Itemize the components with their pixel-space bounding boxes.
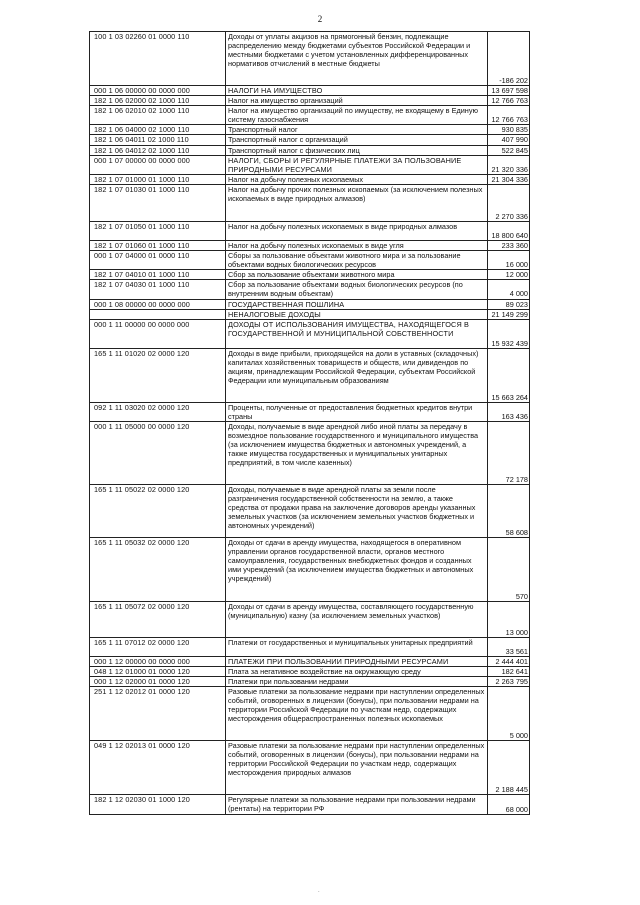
amount-cell: 182 641	[488, 666, 530, 676]
amount-cell: 21 149 299	[488, 309, 530, 319]
revenue-name-cell: Транспортный налог	[226, 125, 488, 135]
revenue-name-cell: Разовые платежи за пользование недрами при наступлении определенных событий, оговоренных в лицензии (бонусы), при пользовании недрами на территории Российской Федерации по участкам недр, содержащих месторождения природных алмазов	[226, 741, 488, 795]
revenue-name-cell: ДОХОДЫ ОТ ИСПОЛЬЗОВАНИЯ ИМУЩЕСТВА, НАХОДЯЩЕГОСЯ В ГОСУДАРСТВЕННОЙ И МУНИЦИПАЛЬНОЙ СОБСТВЕННОСТИ	[226, 319, 488, 348]
revenue-name-cell: НАЛОГИ НА ИМУЩЕСТВО	[226, 86, 488, 96]
table-row	[90, 687, 530, 741]
table-row	[90, 106, 530, 125]
revenue-name-cell: НЕНАЛОГОВЫЕ ДОХОДЫ	[226, 309, 488, 319]
table-row	[90, 251, 530, 270]
table-row	[90, 184, 530, 221]
amount-cell: 15 663 264	[488, 348, 530, 402]
table-row	[90, 86, 530, 96]
amount-cell: 33 561	[488, 637, 530, 656]
revenue-name-cell: Налог на добычу полезных ископаемых	[226, 174, 488, 184]
table-row	[90, 484, 530, 537]
budget-code-cell: 165 1 11 05032 02 0000 120	[90, 537, 226, 601]
revenue-name-cell: Платежи при пользовании недрами	[226, 677, 488, 687]
revenue-name-cell: Проценты, полученные от предоставления бюджетных кредитов внутри страны	[226, 402, 488, 421]
amount-cell: 16 000	[488, 251, 530, 270]
table-row	[90, 280, 530, 299]
budget-code-cell: 182 1 07 04030 01 1000 110	[90, 280, 226, 299]
amount-cell: 58 608	[488, 484, 530, 537]
budget-code-cell: 000 1 12 02000 01 0000 120	[90, 677, 226, 687]
table-row	[90, 96, 530, 106]
budget-code-cell: 000 1 11 00000 00 0000 000	[90, 319, 226, 348]
budget-code-cell: 182 1 06 04012 02 1000 110	[90, 145, 226, 155]
budget-code-cell: 049 1 12 02013 01 0000 120	[90, 741, 226, 795]
budget-revenue-table	[89, 31, 530, 815]
amount-cell: 89 023	[488, 299, 530, 309]
amount-cell: 570	[488, 537, 530, 601]
amount-cell: 2 263 795	[488, 677, 530, 687]
table-row	[90, 240, 530, 250]
budget-code-cell: 092 1 11 03020 02 0000 120	[90, 402, 226, 421]
amount-cell: 21 304 336	[488, 174, 530, 184]
budget-code-cell: 000 1 07 00000 00 0000 000	[90, 155, 226, 174]
budget-code-cell: 000 1 11 05000 00 0000 120	[90, 421, 226, 484]
table-row	[90, 309, 530, 319]
amount-cell: 930 835	[488, 125, 530, 135]
table-row	[90, 795, 530, 815]
table-row	[90, 145, 530, 155]
revenue-name-cell: ГОСУДАРСТВЕННАЯ ПОШЛИНА	[226, 299, 488, 309]
table-row	[90, 402, 530, 421]
revenue-name-cell: Платежи от государственных и муниципальных унитарных предприятий	[226, 637, 488, 656]
table-row	[90, 32, 530, 86]
revenue-name-cell: Налог на добычу полезных ископаемых в виде угля	[226, 240, 488, 250]
amount-cell: 12 000	[488, 270, 530, 280]
amount-cell: 522 845	[488, 145, 530, 155]
budget-code-cell: 165 1 11 05072 02 0000 120	[90, 601, 226, 637]
amount-cell: 21 320 336	[488, 155, 530, 174]
table-row	[90, 135, 530, 145]
table-row	[90, 656, 530, 666]
revenue-name-cell: Сборы за пользование объектами животного мира и за пользование объектами водных биологических ресурсов	[226, 251, 488, 270]
revenue-name-cell: Доходы, получаемые в виде арендной платы за земли после разграничения государственной собственности на землю, а также средства от продажи права на заключение договоров аренды указанных земельных участков (за исключением земельных участков бюджетных и автономных учреждений)	[226, 484, 488, 537]
revenue-name-cell: Доходы, получаемые в виде арендной либо иной платы за передачу в возмездное пользование государственного и муниципального имущества (за исключением имущества бюджетных и автономных учреждений, а также имущества государственных и муниципальных унитарных предприятий, в том числе казенных)	[226, 421, 488, 484]
budget-code-cell: 165 1 11 05022 02 0000 120	[90, 484, 226, 537]
revenue-name-cell: Плата за негативное воздействие на окружающую среду	[226, 666, 488, 676]
amount-cell: 407 990	[488, 135, 530, 145]
table-row	[90, 221, 530, 240]
amount-cell: -186 202	[488, 32, 530, 86]
amount-cell: 18 800 640	[488, 221, 530, 240]
revenue-name-cell: Транспортный налог с организаций	[226, 135, 488, 145]
revenue-name-cell: Сбор за пользование объектами водных биологических ресурсов (по внутренним водным объектам)	[226, 280, 488, 299]
amount-cell: 15 932 439	[488, 319, 530, 348]
revenue-name-cell: ПЛАТЕЖИ ПРИ ПОЛЬЗОВАНИИ ПРИРОДНЫМИ РЕСУРСАМИ	[226, 656, 488, 666]
table-row	[90, 174, 530, 184]
revenue-name-cell: Транспортный налог с физических лиц	[226, 145, 488, 155]
revenue-name-cell: Налог на добычу прочих полезных ископаемых (за исключением полезных ископаемых в виде природных алмазов)	[226, 184, 488, 221]
amount-cell: 163 436	[488, 402, 530, 421]
table-row	[90, 155, 530, 174]
table-row	[90, 677, 530, 687]
budget-code-cell: 182 1 06 02000 02 1000 110	[90, 96, 226, 106]
table-row	[90, 348, 530, 402]
budget-code-cell: 182 1 07 01030 01 1000 110	[90, 184, 226, 221]
revenue-name-cell: Сбор за пользование объектами животного мира	[226, 270, 488, 280]
budget-code-cell: 182 1 07 01000 01 1000 110	[90, 174, 226, 184]
revenue-name-cell: НАЛОГИ, СБОРЫ И РЕГУЛЯРНЫЕ ПЛАТЕЖИ ЗА ПОЛЬЗОВАНИЕ ПРИРОДНЫМИ РЕСУРСАМИ	[226, 155, 488, 174]
budget-code-cell: 048 1 12 01000 01 0000 120	[90, 666, 226, 676]
amount-cell: 12 766 763	[488, 96, 530, 106]
table-row	[90, 637, 530, 656]
budget-code-cell: 100 1 03 02260 01 0000 110	[90, 32, 226, 86]
amount-cell: 2 444 401	[488, 656, 530, 666]
revenue-name-cell: Разовые платежи за пользование недрами при наступлении определенных событий, оговоренных в лицензии (бонусы), при пользовании недрами на территории Российской Федерации по участкам недр, содержащих месторождения общераспространенных полезных ископаемых	[226, 687, 488, 741]
revenue-name-cell: Доходы в виде прибыли, приходящейся на доли в уставных (складочных) капиталах хозяйственных товариществ и обществ, или дивидендов по акциям, принадлежащим Российской Федерации, субъектам Российской Федерации или муниципальным образованиям	[226, 348, 488, 402]
budget-code-cell	[90, 309, 226, 319]
budget-code-cell: 182 1 06 02010 02 1000 110	[90, 106, 226, 125]
scan-mark: .	[318, 888, 320, 894]
budget-code-cell: 000 1 06 00000 00 0000 000	[90, 86, 226, 96]
amount-cell: 4 000	[488, 280, 530, 299]
revenue-name-cell: Регулярные платежи за пользование недрами при пользовании недрами (рентаты) на территории РФ	[226, 795, 488, 815]
table-row	[90, 741, 530, 795]
table-row	[90, 601, 530, 637]
budget-code-cell: 182 1 07 04010 01 1000 110	[90, 270, 226, 280]
table-row	[90, 299, 530, 309]
table-row	[90, 537, 530, 601]
budget-code-cell: 182 1 06 04011 02 1000 110	[90, 135, 226, 145]
amount-cell: 233 360	[488, 240, 530, 250]
budget-code-cell: 165 1 11 07012 02 0000 120	[90, 637, 226, 656]
revenue-name-cell: Доходы от сдачи в аренду имущества, находящегося в оперативном управлении органов государственной власти, органов местного самоуправления, государственных внебюджетных фондов и созданных ими учреждений (за исключением имущества бюджетных и автономных учреждений)	[226, 537, 488, 601]
table-row	[90, 319, 530, 348]
table-body	[90, 32, 530, 815]
budget-code-cell: 165 1 11 01020 02 0000 120	[90, 348, 226, 402]
table-row	[90, 125, 530, 135]
page-number: 2	[317, 14, 323, 24]
revenue-name-cell: Доходы от сдачи в аренду имущества, составляющего государственную (муниципальную) казну (за исключением земельных участков)	[226, 601, 488, 637]
budget-code-cell: 182 1 06 04000 02 1000 110	[90, 125, 226, 135]
budget-code-cell: 000 1 08 00000 00 0000 000	[90, 299, 226, 309]
table-row	[90, 666, 530, 676]
amount-cell: 13 697 598	[488, 86, 530, 96]
amount-cell: 2 188 445	[488, 741, 530, 795]
amount-cell: 68 000	[488, 795, 530, 815]
table-row	[90, 270, 530, 280]
budget-code-cell: 182 1 07 01050 01 1000 110	[90, 221, 226, 240]
revenue-name-cell: Налог на добычу полезных ископаемых в виде природных алмазов	[226, 221, 488, 240]
budget-code-cell: 000 1 07 04000 01 0000 110	[90, 251, 226, 270]
amount-cell: 72 178	[488, 421, 530, 484]
budget-code-cell: 182 1 07 01060 01 1000 110	[90, 240, 226, 250]
budget-code-cell: 251 1 12 02012 01 0000 120	[90, 687, 226, 741]
revenue-name-cell: Доходы от уплаты акцизов на прямогонный бензин, подлежащие распределению между бюджетами субъектов Российской Федерации и местными бюджетами с учетом установленных дифференцированных нормативов отчислений в местные бюджеты	[226, 32, 488, 86]
amount-cell: 13 000	[488, 601, 530, 637]
amount-cell: 2 270 336	[488, 184, 530, 221]
table-row	[90, 421, 530, 484]
budget-code-cell: 000 1 12 00000 00 0000 000	[90, 656, 226, 666]
revenue-name-cell: Налог на имущество организаций	[226, 96, 488, 106]
revenue-name-cell: Налог на имущество организаций по имуществу, не входящему в Единую систему газоснабжения	[226, 106, 488, 125]
amount-cell: 5 000	[488, 687, 530, 741]
budget-code-cell: 182 1 12 02030 01 1000 120	[90, 795, 226, 815]
amount-cell: 12 766 763	[488, 106, 530, 125]
